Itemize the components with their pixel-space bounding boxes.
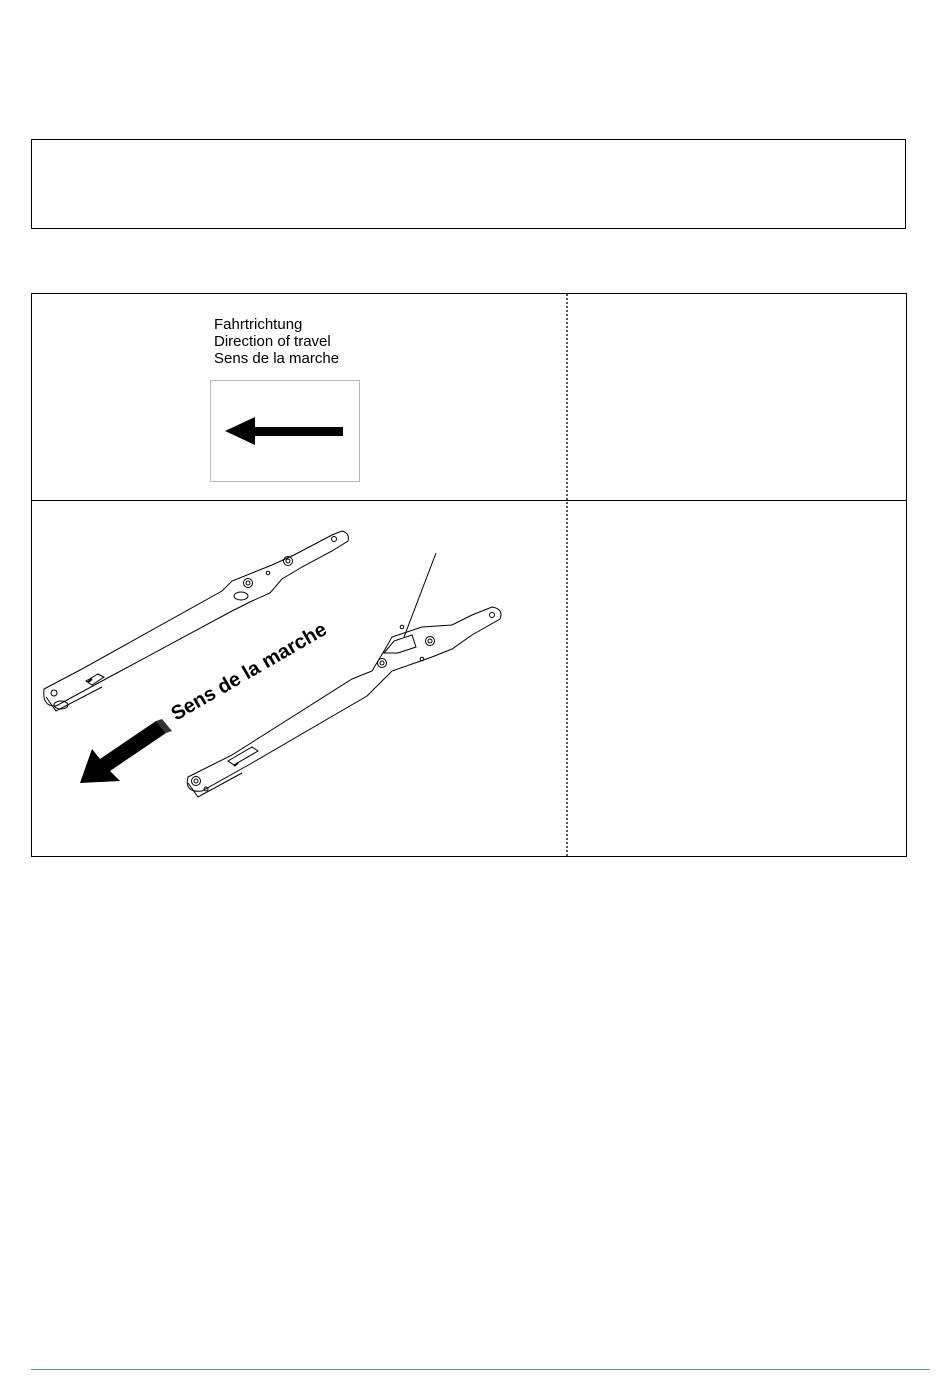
bracket-drawing [32,501,566,856]
label-german: Fahrtrichtung [214,316,303,333]
header-box [31,139,906,229]
footer-rule [31,1369,930,1370]
left-bracket [44,531,349,711]
leader-line [404,553,436,637]
right-bracket [187,607,501,797]
label-english: Direction of travel [214,333,331,350]
direction-arrow-sign [210,380,360,482]
column-divider [566,294,568,856]
travel-direction-arrow-icon [80,719,172,783]
instruction-table [31,293,907,857]
direction-of-travel-labels [214,316,339,367]
label-french: Sens de la marche [214,350,340,367]
arrow-left-icon [211,381,359,481]
drawing-caption: Sens de la marche [167,618,331,726]
